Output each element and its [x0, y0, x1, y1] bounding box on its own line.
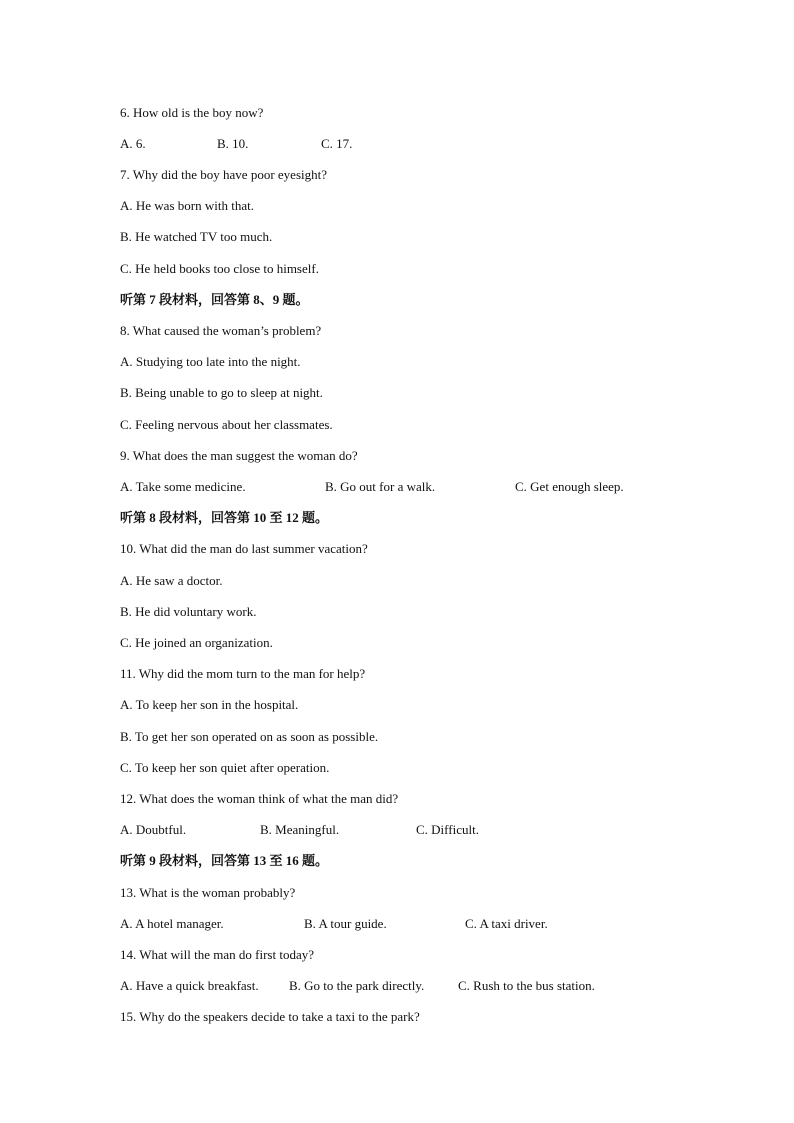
question-15-stem: 15. Why do the speakers decide to take a taxi to the park? [120, 1009, 420, 1024]
question-11-stem: 11. Why did the mom turn to the man for help? [120, 666, 366, 681]
question-9-stem: 9. What does the man suggest the woman do? [120, 448, 358, 463]
question-12-option-b: B. Meaningful. [260, 822, 340, 837]
question-12-stem: 12. What does the woman think of what the man did? [120, 791, 399, 806]
question-6-option-b: B. 10. [217, 136, 249, 151]
question-9-option-b: B. Go out for a walk. [325, 479, 436, 494]
question-14-option-b: B. Go to the park directly. [289, 978, 425, 993]
question-12-options [120, 822, 540, 838]
question-10-stem: 10. What did the man do last summer vacation? [120, 541, 368, 556]
question-11-option-b: B. To get her son operated on as soon as possible. [120, 729, 379, 744]
question-9-option-c: C. Get enough sleep. [515, 479, 624, 494]
question-14-options [120, 978, 660, 994]
question-10-option-b: B. He did voluntary work. [120, 604, 257, 619]
section-9-heading: 听第 9 段材料，回答第 13 至 16 题。 [120, 853, 329, 868]
section-7-heading: 听第 7 段材料，回答第 8、9 题。 [120, 292, 309, 307]
question-14-option-a: A. Have a quick breakfast. [120, 978, 259, 993]
question-6-stem: 6. How old is the boy now? [120, 105, 264, 120]
question-6-option-a: A. 6. [120, 136, 146, 151]
question-7-option-b: B. He watched TV too much. [120, 229, 273, 244]
question-13-option-c: C. A taxi driver. [465, 916, 548, 931]
question-7-option-a: A. He was born with that. [120, 198, 254, 213]
question-7-option-c: C. He held books too close to himself. [120, 261, 319, 276]
question-14-option-c: C. Rush to the bus station. [458, 978, 595, 993]
question-12-option-a: A. Doubtful. [120, 822, 187, 837]
question-9-options [120, 479, 680, 495]
question-8-option-b: B. Being unable to go to sleep at night. [120, 385, 323, 400]
question-9-option-a: A. Take some medicine. [120, 479, 246, 494]
question-7-stem: 7. Why did the boy have poor eyesight? [120, 167, 327, 182]
question-12-option-c: C. Difficult. [416, 822, 479, 837]
question-8-option-a: A. Studying too late into the night. [120, 354, 301, 369]
section-8-heading: 听第 8 段材料，回答第 10 至 12 题。 [120, 510, 329, 525]
question-13-options [120, 916, 600, 932]
question-10-option-c: C. He joined an organization. [120, 635, 273, 650]
question-14-stem: 14. What will the man do first today? [120, 947, 314, 962]
question-11-option-c: C. To keep her son quiet after operation. [120, 760, 330, 775]
question-8-option-c: C. Feeling nervous about her classmates. [120, 417, 333, 432]
question-6-option-c: C. 17. [321, 136, 353, 151]
question-6-options [120, 136, 520, 152]
question-10-option-a: A. He saw a doctor. [120, 573, 223, 588]
question-13-option-a: A. A hotel manager. [120, 916, 224, 931]
question-11-option-a: A. To keep her son in the hospital. [120, 697, 299, 712]
question-13-option-b: B. A tour guide. [304, 916, 387, 931]
question-8-stem: 8. What caused the woman’s problem? [120, 323, 322, 338]
question-13-stem: 13. What is the woman probably? [120, 885, 296, 900]
